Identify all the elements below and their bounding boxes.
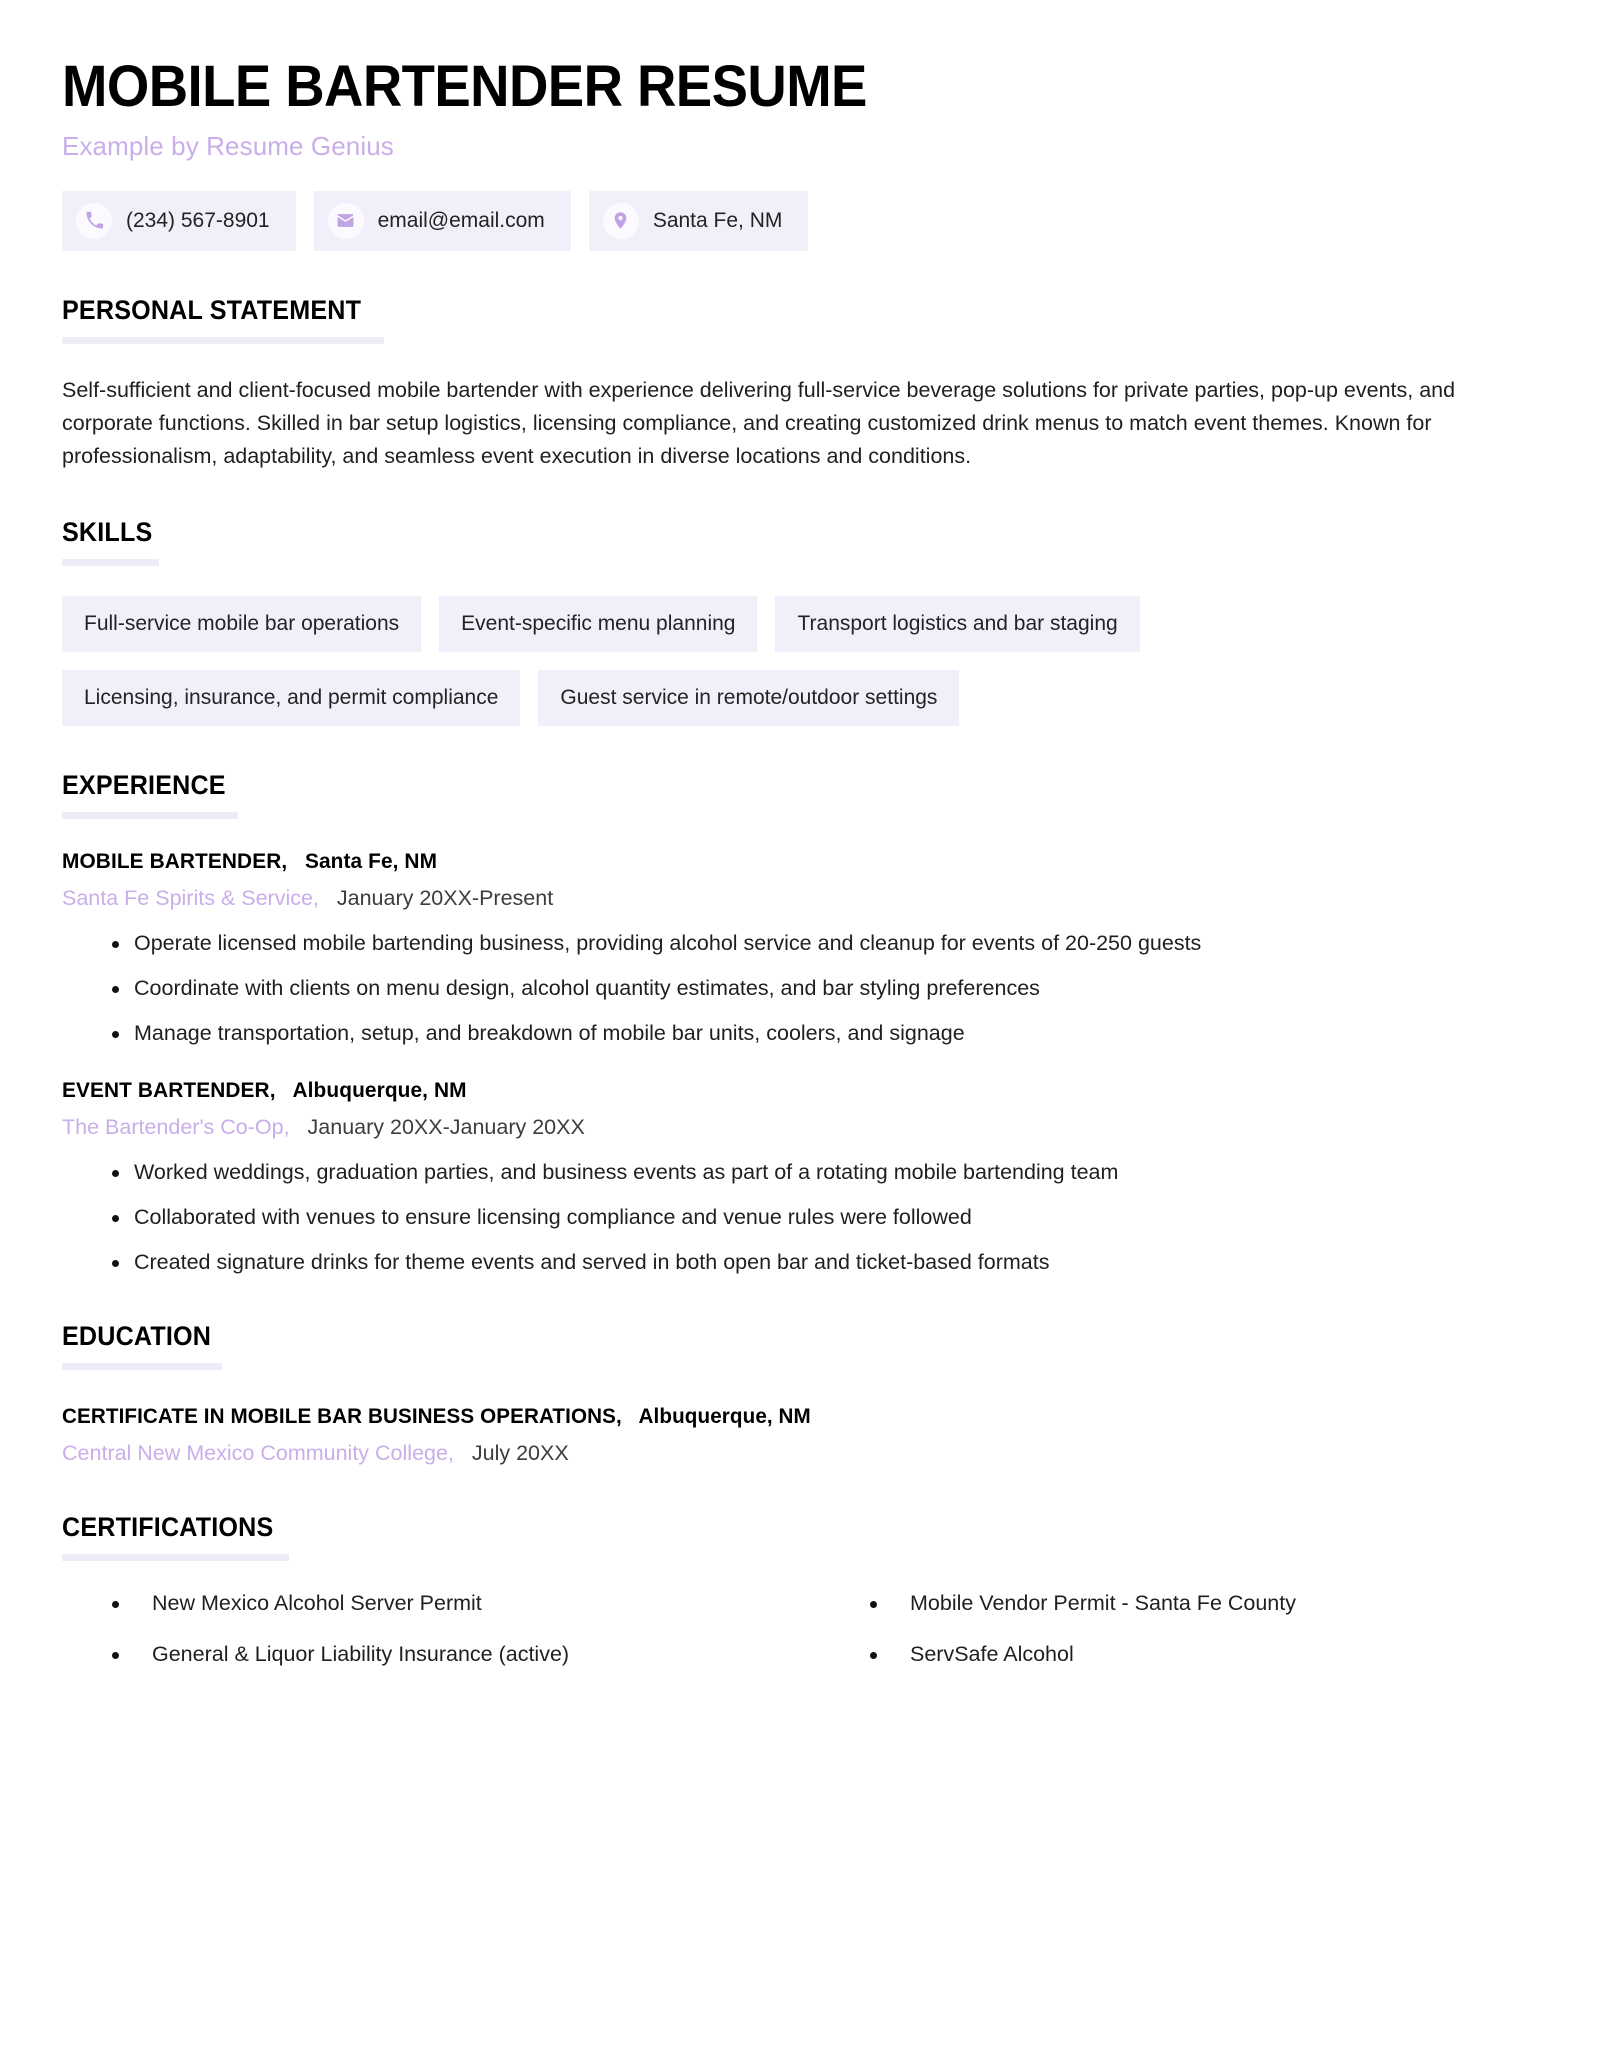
skill-chip: Licensing, insurance, and permit compliance [62,670,520,726]
education-title-line [62,1404,1479,1429]
education-location: Albuquerque, NM [638,1404,811,1429]
education-meta-line [62,1440,1538,1468]
skill-chip: Full-service mobile bar operations [62,596,421,652]
certification-item: New Mexico Alcohol Server Permit [112,1589,780,1618]
contact-location-text: Santa Fe, NM [652,209,783,233]
job-company: The Bartender's Co-Op, [62,1115,290,1140]
page-title: MOBILE BARTENDER RESUME [62,54,867,119]
section-skills [62,517,1538,727]
job-bullets [62,929,1538,1048]
experience-entry [62,1078,1538,1277]
email-icon [328,203,364,239]
education-degree: CERTIFICATE IN MOBILE BAR BUSINESS OPERATIONS, [62,1404,622,1429]
experience-heading-wrap [62,770,238,819]
job-role: MOBILE BARTENDER, [62,849,288,874]
job-bullet: Coordinate with clients on menu design, alcohol quantity estimates, and bar styling preferences [112,974,1538,1003]
education-school: Central New Mexico Community College, [62,1441,454,1466]
experience-heading: EXPERIENCE [62,770,226,801]
skill-chip: Guest service in remote/outdoor settings [538,670,959,726]
education-date: July 20XX [471,1441,569,1466]
section-education [62,1321,1538,1468]
job-bullet: Created signature drinks for theme events and served in both open bar and ticket-based formats [112,1248,1538,1277]
skills-heading-wrap [62,517,159,566]
location-icon [603,203,639,239]
education-heading: EDUCATION [62,1321,212,1352]
contact-chip-location[interactable] [589,191,809,251]
education-entry [62,1404,1538,1468]
job-title-line [62,1078,1494,1103]
job-location: Albuquerque, NM [292,1078,467,1103]
section-divider [62,812,238,819]
certifications-column-right [820,1589,1538,1691]
skills-heading: SKILLS [62,516,153,547]
certifications-list [62,1589,1538,1691]
job-bullet: Operate licensed mobile bartending business, providing alcohol service and cleanup for events of 20-250 guests [112,929,1538,958]
section-personal-statement [62,295,1538,473]
certification-item: ServSafe Alcohol [870,1640,1538,1669]
certifications-heading: CERTIFICATIONS [62,1512,274,1543]
certifications-heading-wrap [62,1512,289,1561]
skills-row [62,596,1538,652]
job-bullet: Collaborated with venues to ensure licensing compliance and venue rules were followed [112,1203,1538,1232]
job-role: EVENT BARTENDER, [62,1078,276,1103]
job-dates: January 20XX-Present [336,886,554,911]
job-meta-line [62,1114,1538,1142]
contact-chip-phone[interactable] [62,191,296,251]
education-heading-wrap [62,1321,222,1370]
section-divider [62,1554,289,1561]
contact-phone-text: (234) 567-8901 [126,209,270,233]
job-location: Santa Fe, NM [304,849,438,874]
job-meta-line [62,885,1538,913]
section-divider [62,337,384,344]
certifications-column-left [62,1589,780,1691]
skills-row [62,670,1538,726]
job-bullets [62,1158,1538,1277]
certification-item: Mobile Vendor Permit - Santa Fe County [870,1589,1538,1618]
contact-chip-email[interactable] [314,191,571,251]
job-dates: January 20XX-January 20XX [307,1115,585,1140]
section-experience [62,770,1538,1277]
page-subtitle: Example by Resume Genius [62,131,394,162]
experience-entry [62,849,1538,1048]
job-title-line [62,849,1494,874]
section-certifications [62,1512,1538,1691]
skill-chip: Transport logistics and bar staging [775,596,1139,652]
personal-statement-heading-wrap [62,295,384,344]
phone-icon [76,203,112,239]
section-divider [62,1363,222,1370]
job-bullet: Manage transportation, setup, and breakdown of mobile bar units, coolers, and signage [112,1019,1538,1048]
section-divider [62,559,159,566]
skills-list [62,596,1538,727]
personal-statement-heading: PERSONAL STATEMENT [62,294,362,325]
contact-email-text: email@email.com [377,209,545,233]
job-company: Santa Fe Spirits & Service, [62,886,319,911]
skill-chip: Event-specific menu planning [439,596,757,652]
personal-statement-body: Self-sufficient and client-focused mobile bartender with experience delivering full-service beverage solutions for private parties, pop-up events, and corporate functions. Skilled in bar setup logistics, licensing compliance, and creating customized drink menus to match event themes. Known for professionalism, adaptability, and seamless event execution in diverse locations and conditions. [62,377,1456,468]
job-bullet: Worked weddings, graduation parties, and business events as part of a rotating mobile bartending team [112,1158,1538,1187]
contact-bar [62,191,1538,251]
certification-item: General & Liquor Liability Insurance (active) [112,1640,780,1669]
